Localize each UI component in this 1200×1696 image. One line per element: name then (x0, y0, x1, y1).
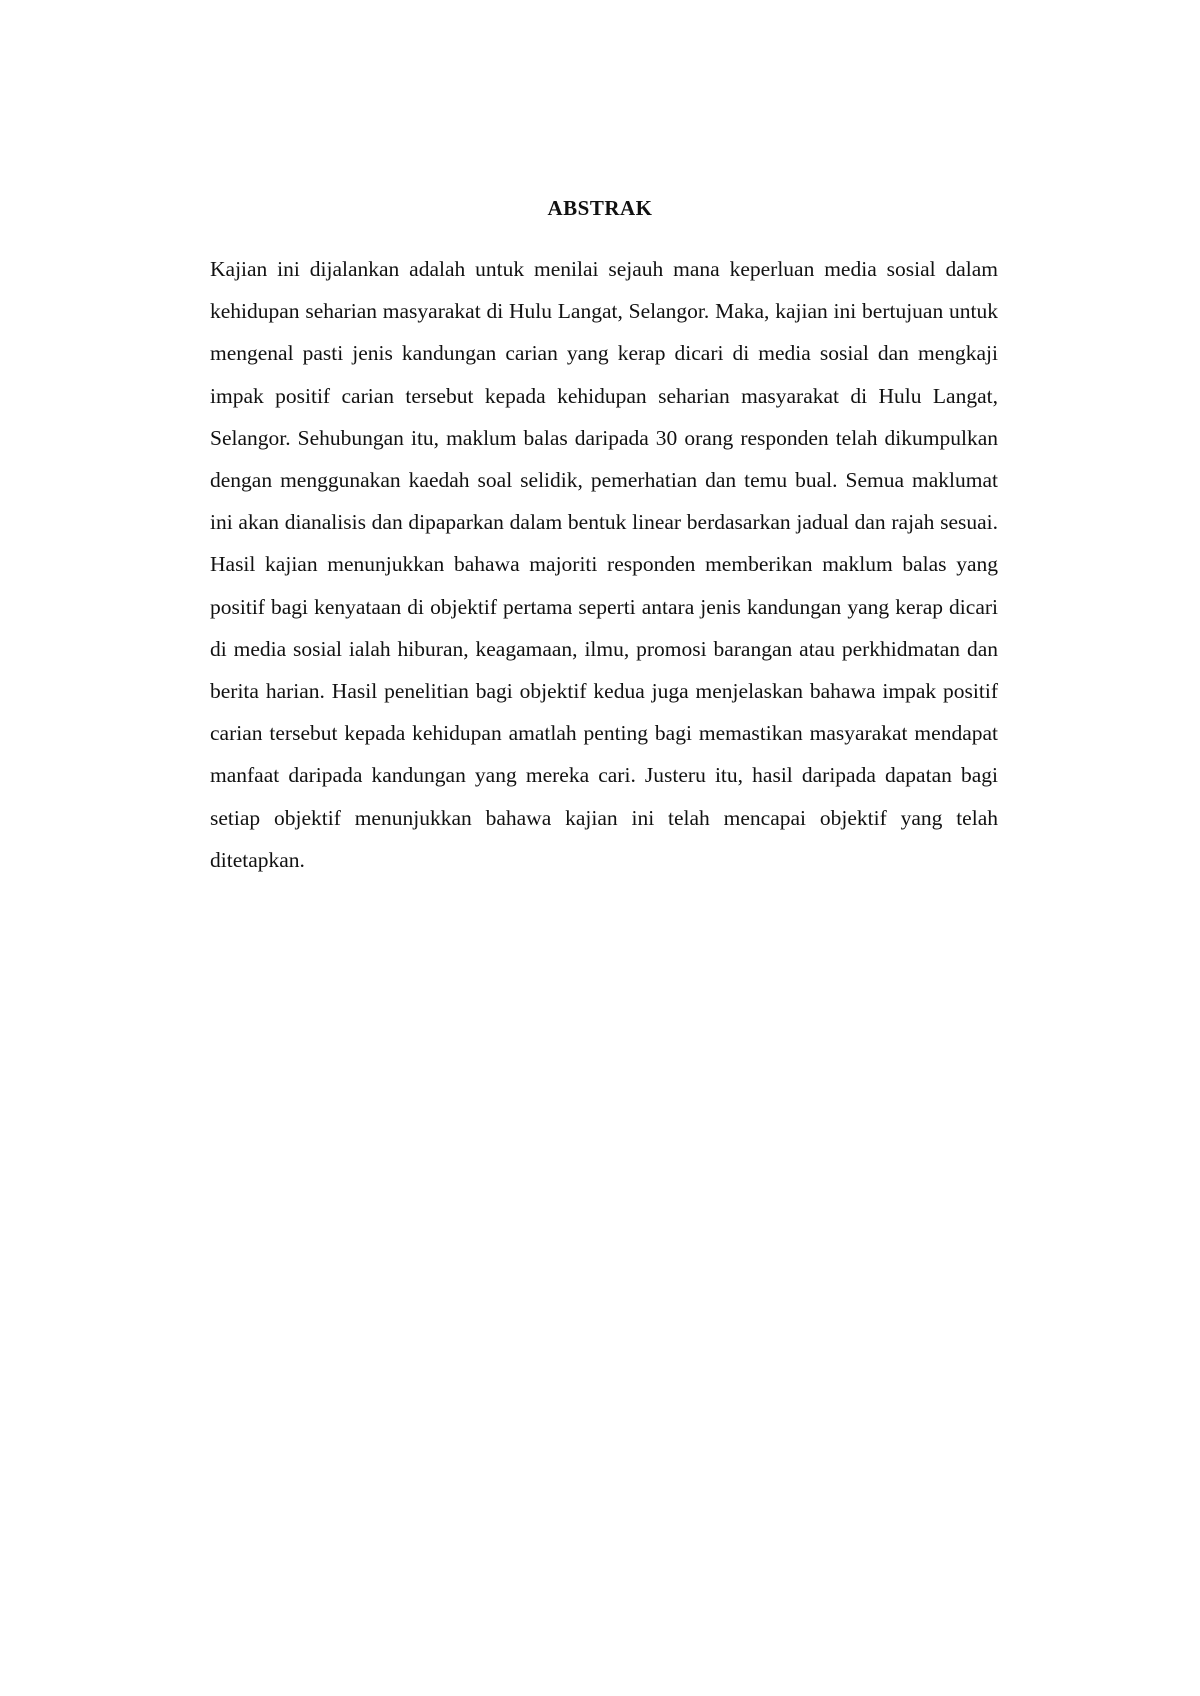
abstract-paragraph: Kajian ini dijalankan adalah untuk menilai sejauh mana keperluan media sosial dalam kehidupan seharian masyarakat di Hulu Langat, Selangor. Maka, kajian ini bertujuan untuk mengenal pasti jenis kandungan carian yang kerap dicari di media sosial dan mengkaji impak positif carian tersebut kepada kehidupan seharian masyarakat di Hulu Langat, Selangor. Sehubungan itu, maklum balas daripada 30 orang responden telah dikumpulkan dengan menggunakan kaedah soal selidik, pemerhatian dan temu bual. Semua maklumat ini akan dianalisis dan dipaparkan dalam bentuk linear berdasarkan jadual dan rajah sesuai. Hasil kajian menunjukkan bahawa majoriti responden memberikan maklum balas yang positif bagi kenyataan di objektif pertama seperti antara jenis kandungan yang kerap dicari di media sosial ialah hiburan, keagamaan, ilmu, promosi barangan atau perkhidmatan dan berita harian. Hasil penelitian bagi objektif kedua juga menjelaskan bahawa impak positif carian tersebut kepada kehidupan amatlah penting bagi memastikan masyarakat mendapat manfaat daripada kandungan yang mereka cari. Justeru itu, hasil daripada dapatan bagi setiap objektif menunjukkan bahawa kajian ini telah mencapai objektif yang telah ditetapkan. (210, 257, 998, 872)
page-title: ABSTRAK (547, 196, 653, 220)
